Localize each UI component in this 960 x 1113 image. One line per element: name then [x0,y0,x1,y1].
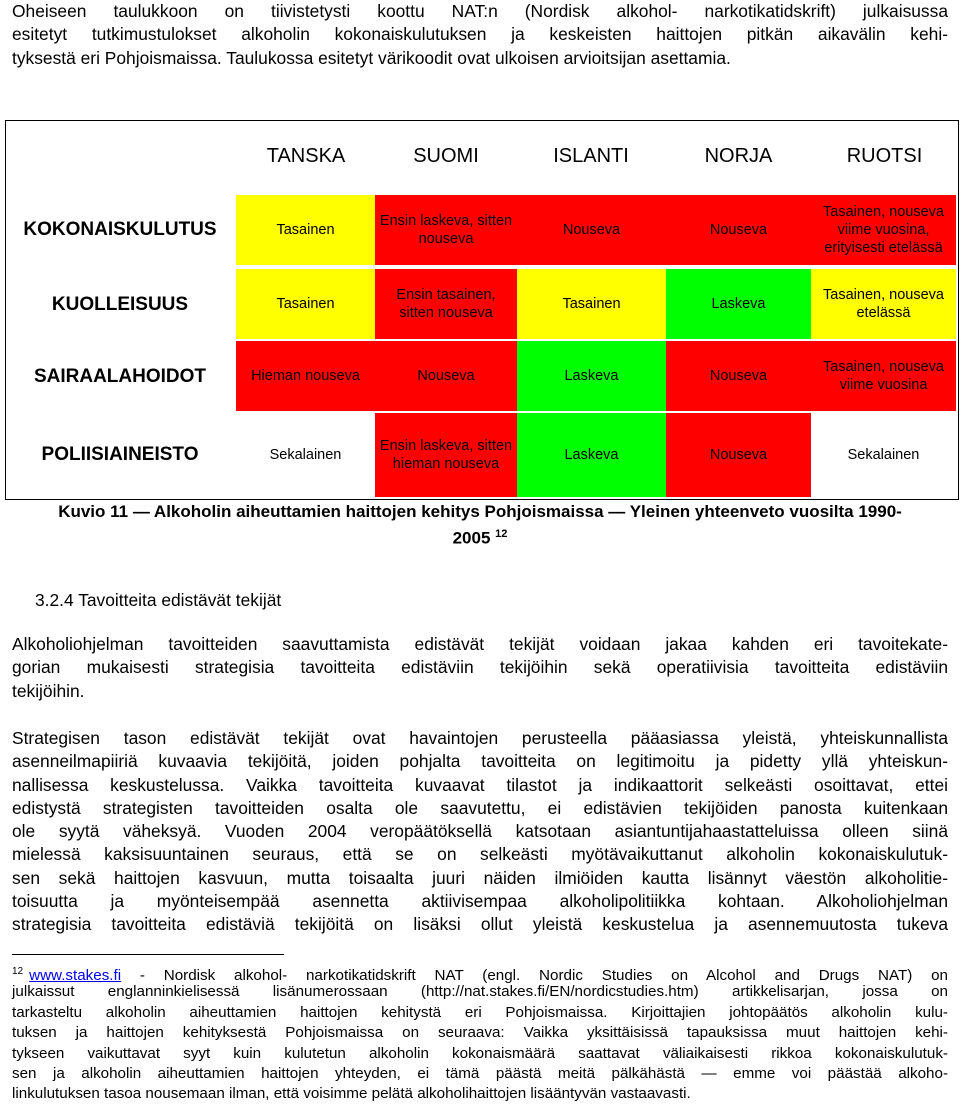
footnote-number: 12 [12,966,24,977]
paragraph-line: ole syytä väheksyä. Vuoden 2004 veropäätöksellä katsotaan asiantuntijahaastatteluissa olleen siinä [12,821,948,842]
table-cell: Tasainen [236,269,375,339]
table-cell: Laskeva [666,269,811,339]
column-header-suomi: SUOMI [413,144,479,167]
table-cell: Ensin tasainen, sitten nouseva [375,269,517,339]
footnote-line [12,962,948,985]
table-row [6,341,958,413]
row-label: KOKONAISKULUTUS [23,219,217,240]
table-row [6,269,958,341]
footnote-line: tykseen vaikuttavat syyt kuin kulutetun alkoholin kokonaismäärä saattavat väliaikaisesti rikkoa kokonaiskulutuk- [12,1044,948,1062]
footnote-divider [12,954,284,955]
footnote-line: tarkasteltu alkoholin aiheuttamien haittojen kehitystä eri Pohjoismaissa. Kirjoittajien johtopäätös alkoholin kulu- [12,1003,948,1021]
row-label: POLIISIAINEISTO [41,444,199,465]
paragraph-line: gorian mukaisesti strategisia tavoitteita edistäviin tekijöihin sekä operatiivisia tavoitteita edistäviin [12,657,948,678]
table-cell: Sekalainen [811,413,956,497]
intro-line: tyksestä eri Pohjoismaissa. Taulukossa esitetyt värikoodit ovat ulkoisen arvioitsijan asettamia. [12,47,731,68]
paragraph-line: nallisessa keskustelussa. Vaikka tavoitteita kuvaavat tilastot ja indikaattorit selkeästi osoittavat, ettei [12,774,948,795]
paragraph-line: edistystä strategisten tavoitteiden osalta ole saavutettu, ei edistävien tekijöiden panosta kuitenkaan [12,797,948,818]
table-cell: Tasainen, nouseva viime vuosina, erityisesti etelässä [811,195,956,265]
table-cell: Nouseva [666,195,811,265]
caption-footnote-ref[interactable]: 12 [495,528,508,540]
table-cell: Laskeva [517,341,666,411]
paragraph-line: strategisia tavoitteita edistäviä tekijöitä on lisäksi ollut yleistä keskustelua ja asennemuutosta tukeva [12,914,948,935]
table-row [6,413,958,497]
figure-caption [0,500,960,550]
table-row [6,193,958,267]
paragraph-line: asenneilmapiiriä kuvaavia tekijöitä, joiden pohjalta tavoitteita on legitimoitu ja pidetty yllä yhteiskun- [12,751,948,772]
footnote-line-1-text: - Nordisk alkohol- narkotikatidskrift NAT (engl. Nordic Studies on Alcohol and Drugs NAT) on [121,967,948,985]
table-cell: Sekalainen [236,413,375,497]
table-cell: Nouseva [517,195,666,265]
table-header-row [6,121,958,193]
footnote [12,962,948,1105]
paragraph-line: sen sekä haittojen kasvuun, mutta toisaalta juuri näiden ilmiöiden kautta lisännyt väestön alkoholitie- [12,867,948,888]
caption-year: 2005 [452,528,491,548]
intro-line: Oheiseen taulukkoon on tiivistetysti koottu NAT:n (Nordisk alkohol- narkotikatidskrift) julkaisussa [12,1,948,21]
footnote-line: julkaissut englanninkielisessä lisänumerossaan (http://nat.stakes.fi/EN/nordicstudies.htm) artikkelisarjan, jossa on [12,983,948,1001]
caption-line-2 [0,523,960,550]
table-cell: Hieman nouseva [236,341,375,411]
table-cell: Nouseva [375,341,517,411]
table-cell: Ensin laskeva, sitten hieman nouseva [375,413,517,497]
paragraph-line: Strategisen tason edistävät tekijät ovat havaintojen perusteella pääasiassa yleistä, yhteiskunnallista [12,728,948,748]
table-cell: Tasainen [517,269,666,339]
table-cell: Nouseva [666,341,811,411]
caption-line: Kuvio 11 — Alkoholin aiheuttamien haittojen kehitys Pohjoismaissa — Yleinen yhteenveto vuosilta 1990- [58,502,902,521]
section-heading: 3.2.4 Tavoitteita edistävät tekijät [35,590,282,610]
table-cell: Nouseva [666,413,811,497]
column-header-tanska: TANSKA [266,144,346,167]
table-cell: Tasainen, nouseva viime vuosina [811,341,956,411]
body-paragraph-1 [12,633,948,703]
nat-summary-table [5,120,959,500]
column-header-norja: NORJA [704,144,773,167]
footnote-line: tuksen ja haittojen kehityksestä Pohjoismaissa on seuraava: Vaikka yksittäisissä tapauksissa muut haittojen kehi- [12,1024,948,1042]
row-label: SAIRAALAHOIDOT [33,366,207,387]
paragraph-line: toisuutta ja myönteisempää asennetta aktiivisempaa alkoholipolitiikka kohtaan. Alkoholiohjelman [12,891,948,912]
table-cell: Tasainen, nouseva etelässä [811,269,956,339]
column-header-islanti: ISLANTI [553,144,629,167]
paragraph-line: mielessä kaksisuuntainen seuraus, että se on selkeästi myötävaikuttanut alkoholin kokonaiskulutuk- [12,844,948,865]
table-cell: Tasainen [236,195,375,265]
stakes-link[interactable]: www.stakes.fi [29,967,122,985]
table-cell: Ensin laskeva, sitten nouseva [375,195,517,265]
paragraph-line: Alkoholiohjelman tavoitteiden saavuttamista edistävät tekijät voidaan jakaa kahden eri tavoitekate- [12,634,948,654]
row-label: KUOLLEISUUS [51,294,189,315]
table-cell: Laskeva [517,413,666,497]
column-header-ruotsi: RUOTSI [846,144,923,167]
intro-paragraph [12,0,948,70]
intro-line: esitetyt tutkimustulokset alkoholin kokonaiskulutuksen ja keskeisten haittojen pitkän aikavälin kehi- [12,24,948,45]
body-paragraph-2 [12,727,948,937]
paragraph-line: tekijöihin. [12,680,85,701]
footnote-line: linkulutuksen tasoa nousemaan ilman, että voisimme pelätä alkoholihaittojen lisääntyvän vastaavasti. [12,1085,691,1103]
footnote-line: sen ja alkoholin aiheuttamien haittojen yhteyden, ei tämä päästä meitä pälkähästä — emme voi päästää alkoho- [12,1064,948,1082]
